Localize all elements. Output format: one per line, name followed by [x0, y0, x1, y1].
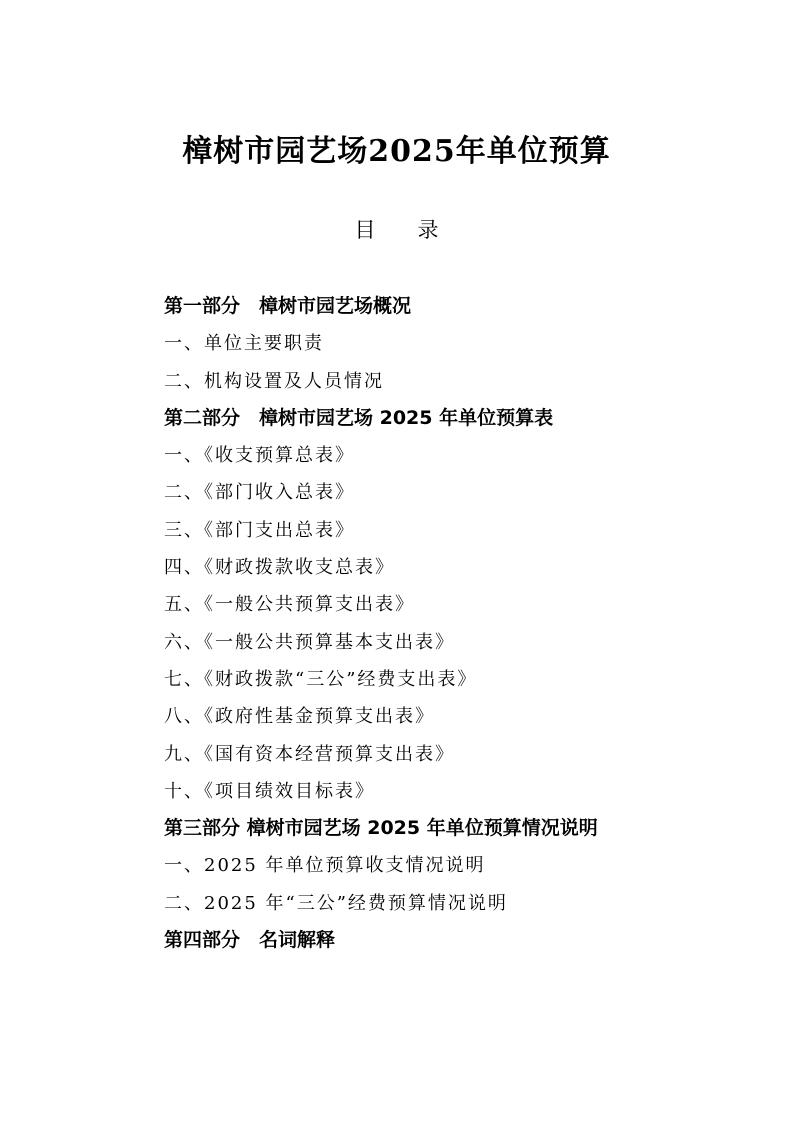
toc-entry: 二、2025 年“三公”经费预算情况说明 [164, 892, 508, 914]
toc-entry: 七、《财政拨款“三公”经费支出表》 [164, 668, 478, 690]
toc-part-4: 第四部分 名词解释 [164, 929, 336, 952]
toc-entry: 一、《收支预算总表》 [164, 445, 355, 467]
toc-heading-char-2: 录 [417, 218, 439, 242]
toc-entry: 八、《政府性基金预算支出表》 [164, 706, 435, 728]
toc-entry: 五、《一般公共预算支出表》 [164, 594, 415, 616]
toc-entry: 二、机构设置及人员情况 [164, 370, 384, 392]
toc-part-3: 第三部分 樟树市园艺场 2025 年单位预算情况说明 [164, 817, 598, 840]
toc-entry: 一、2025 年单位预算收支情况说明 [164, 855, 486, 877]
toc-entry: 四、《财政拨款收支总表》 [164, 557, 395, 579]
toc-heading [0, 214, 793, 246]
document-title: 樟树市园艺场2025年单位预算 [182, 134, 611, 169]
toc-entry: 九、《国有资本经营预算支出表》 [164, 743, 455, 765]
toc-entry: 一、单位主要职责 [164, 333, 324, 355]
toc-part-2: 第二部分 樟树市园艺场 2025 年单位预算表 [164, 406, 554, 429]
toc-entry: 六、《一般公共预算基本支出表》 [164, 631, 455, 653]
table-of-contents [164, 288, 724, 959]
toc-part-1: 第一部分 樟树市园艺场概况 [164, 295, 412, 317]
toc-entry: 十、《项目绩效目标表》 [164, 780, 375, 802]
toc-entry: 三、《部门支出总表》 [164, 519, 355, 541]
toc-heading-char-1: 目 [354, 218, 376, 242]
toc-entry: 二、《部门收入总表》 [164, 482, 355, 504]
